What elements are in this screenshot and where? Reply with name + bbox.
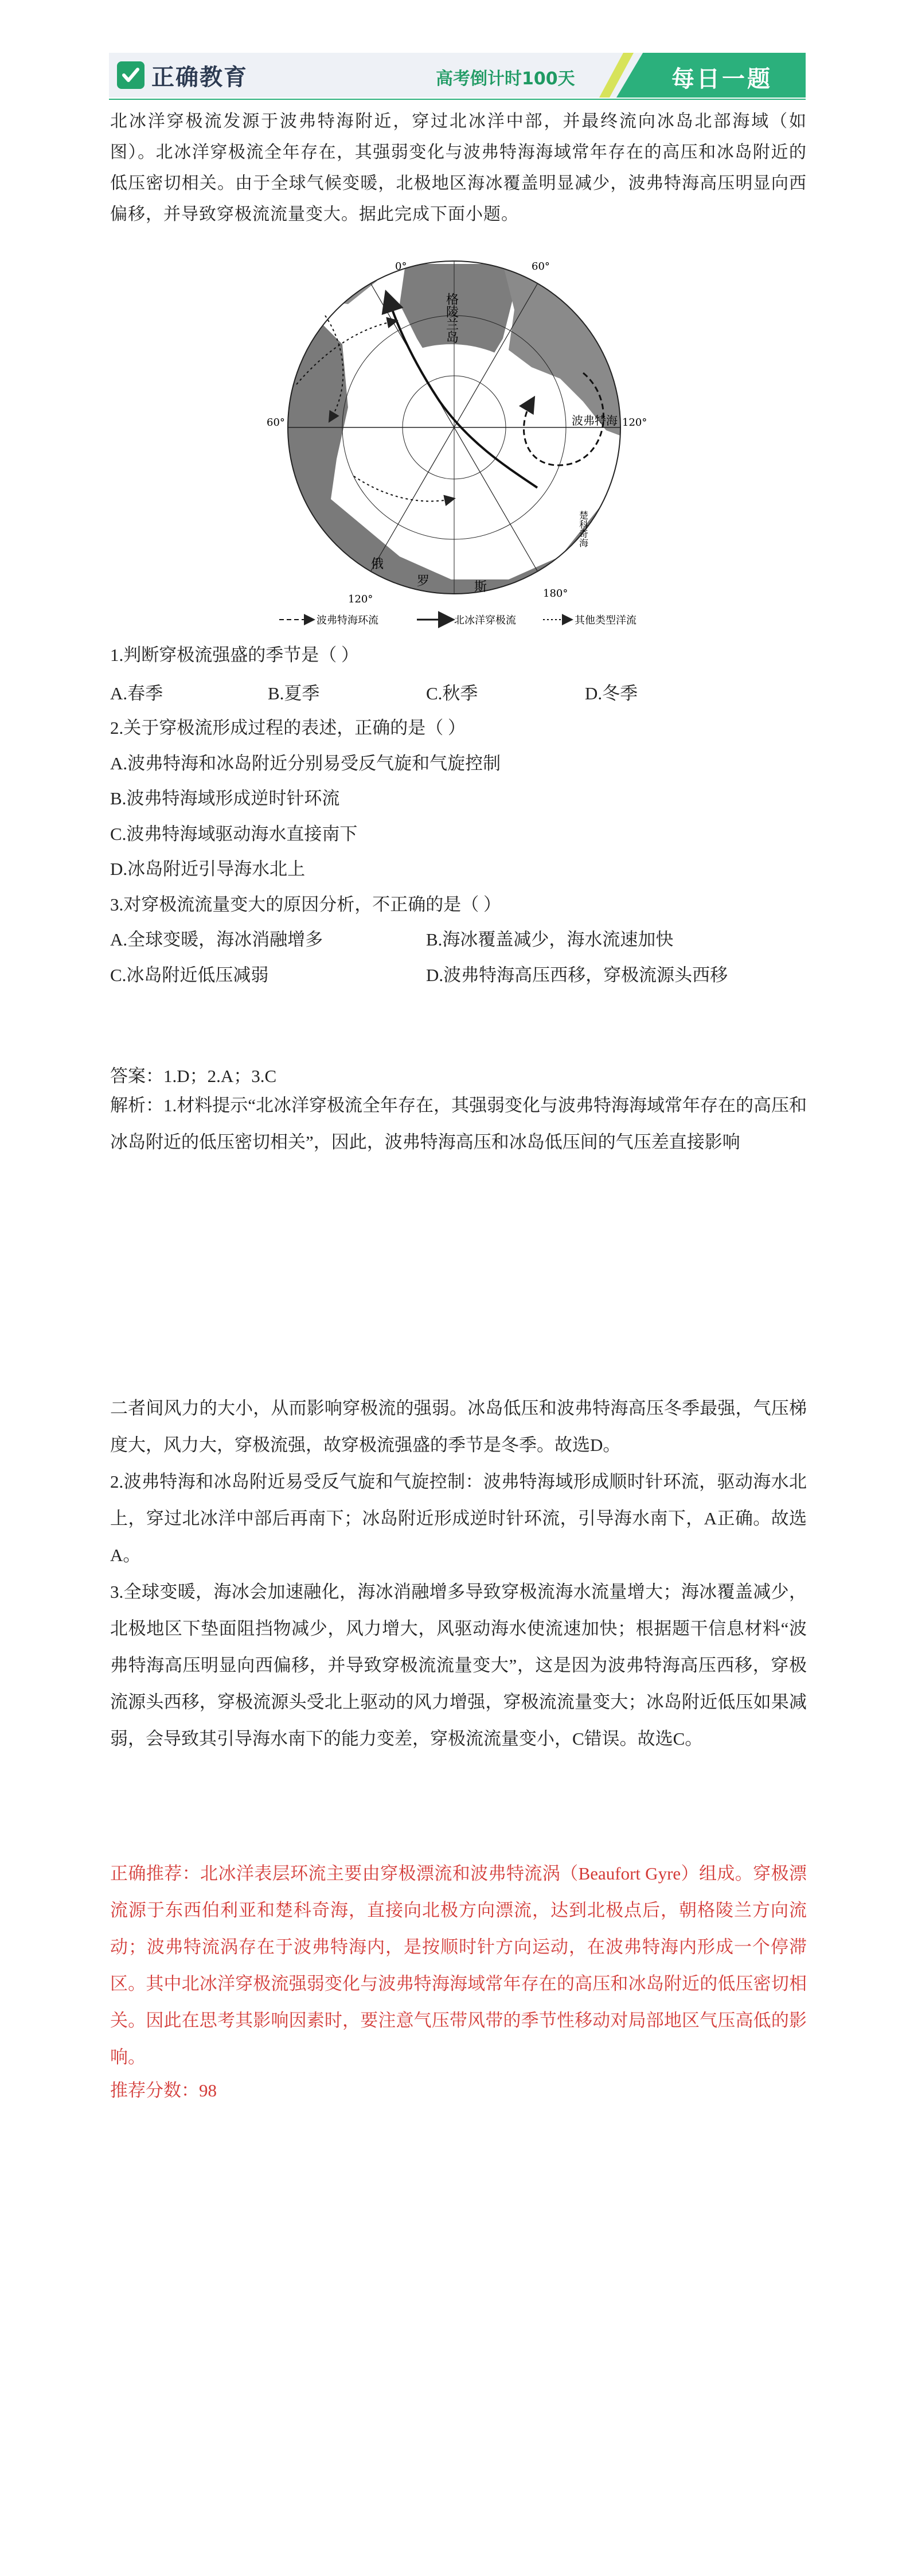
countdown-text: 高考倒计时100天 <box>436 69 575 89</box>
label-russia-3: 斯 <box>474 580 487 594</box>
q3-option-c: C.冰岛附近低压减弱 <box>110 965 269 985</box>
analysis-part-3: 2.波弗特海和冰岛附近易受反气旋和气旋控制：波弗特海域形成顺时针环流，驱动海水北上，穿过北冰洋中部后再南下；冰岛附近形成逆时针环流，引导海水南下，A正确。故选A。 <box>110 1472 807 1565</box>
analysis-part-4: 3.全球变暖，海冰会加速融化，海冰消融增多导致穿极流海水流量增大；海冰覆盖减少，北极地区下垫面阻挡物减少，风力增大，风驱动海水使流速加快；根据题干信息材料“波弗特海高压明显向西偏移，并导致穿极流流量变大”，这是因为波弗特海高压西移，穿极流源头西移，穿极流源头受北上驱动的风力增强，穿极流流量变大；冰岛附近低压如果减弱，会导致其引导海水南下的能力变差，穿极流流量变小，C错误。故选C。 <box>110 1582 807 1749</box>
daily-question-label: 每日一题 <box>671 66 772 92</box>
intro-paragraph: 北冰洋穿极流发源于波弗特海附近，穿过北冰洋中部，并最终流向冰岛北部海域（如图）。北冰洋穿极流全年存在，其强弱变化与波弗特海海域常年存在的高压和冰岛附近的低压密切相关。由于全球气候变暖，北极地区海冰覆盖明显减少，波弗特海高压明显向西偏移，并导致穿极流流量变大。据此完成下面小题。 <box>110 111 807 224</box>
label-lon-120-bottom: 120° <box>348 593 373 605</box>
analysis-part-1: 解析：1.材料提示“北冰洋穿极流全年存在，其强弱变化与波弗特海海域常年存在的高压和冰岛附近的低压密切相关”，因此，波弗特海高压和冰岛低压间的气压差直接影响 <box>110 1095 807 1152</box>
header-banner <box>109 53 806 98</box>
question-3-stem: 3.对穿极流流量变大的原因分析，不正确的是（ ） <box>110 894 501 915</box>
label-beaufort: 波弗特海 <box>572 414 618 427</box>
label-chukchi: 楚科奇海 <box>577 511 589 547</box>
q2-option-a: A.波弗特海和冰岛附近分别易受反气旋和气旋控制 <box>110 753 501 773</box>
check-icon <box>117 61 144 89</box>
question-2-stem: 2.关于穿极流形成过程的表述，正确的是（ ） <box>110 718 466 738</box>
q2-option-c: C.波弗特海域驱动海水直接南下 <box>110 824 358 844</box>
banner-divider <box>109 99 806 100</box>
label-russia-2: 罗 <box>417 574 430 589</box>
q3-option-a: A.全球变暖，海冰消融增多 <box>110 929 323 950</box>
q3-option-b: B.海冰覆盖减少，海水流速加快 <box>426 929 674 950</box>
legend-transpolar: 北冰洋穿极流 <box>454 614 516 627</box>
analysis-part-2: 二者间风力的大小，从而影响穿极流的强弱。冰岛低压和波弗特海高压冬季最强，气压梯度大，风力大，穿极流强，故穿极流强盛的季节是冬季。故选D。 <box>110 1398 807 1455</box>
brand-name: 正确教育 <box>151 64 248 91</box>
q1-option-c: C.秋季 <box>426 683 478 703</box>
q2-option-b: B.波弗特海域形成逆时针环流 <box>110 788 340 808</box>
label-lon-180: 180° <box>543 587 568 600</box>
recommend-paragraph: 正确推荐：北冰洋表层环流主要由穿极漂流和波弗特流涡（Beaufort Gyre）组成。穿极漂流源于东西伯利亚和楚科奇海，直接向北极方向漂流，达到北极点后，朝格陵兰方向流动；波弗特流涡存在于波弗特海内，是按顺时针方向运动，在波弗特海内形成一个停滞区。其中北冰洋穿极流强弱变化与波弗特海海域常年存在的高压和冰岛附近的低压密切相关。因此在思考其影响因素时，要注意气压带风带的季节性移动对局部地区气压高低的影响。 <box>110 1863 807 2067</box>
question-1-stem: 1.判断穿极流强盛的季节是（ ） <box>110 645 359 665</box>
legend-beaufort-gyre: 波弗特海环流 <box>317 614 378 627</box>
label-lon-120-right: 120° <box>622 417 647 429</box>
legend-other: 其他类型洋流 <box>575 614 636 627</box>
recommend-score: 推荐分数：98 <box>110 2080 217 2100</box>
label-lon-60-left: 60° <box>267 417 285 429</box>
label-greenland: 格陵兰岛 <box>444 293 459 343</box>
q2-option-d: D.冰岛附近引导海水北上 <box>110 859 306 879</box>
label-russia-1: 俄 <box>371 557 384 571</box>
answer-line: 答案：1.D；2.A；3.C <box>110 1066 277 1086</box>
brand-logo <box>117 60 248 91</box>
q1-option-a: A.春季 <box>110 683 163 703</box>
q1-option-d: D.冬季 <box>585 683 638 703</box>
label-lon-60-top: 60° <box>532 260 550 273</box>
label-lon-0: 0° <box>395 260 407 273</box>
q3-option-d: D.波弗特海高压西移，穿极流源头西移 <box>426 965 728 985</box>
q1-option-b: B.夏季 <box>268 683 320 703</box>
arctic-current-map <box>262 258 652 631</box>
